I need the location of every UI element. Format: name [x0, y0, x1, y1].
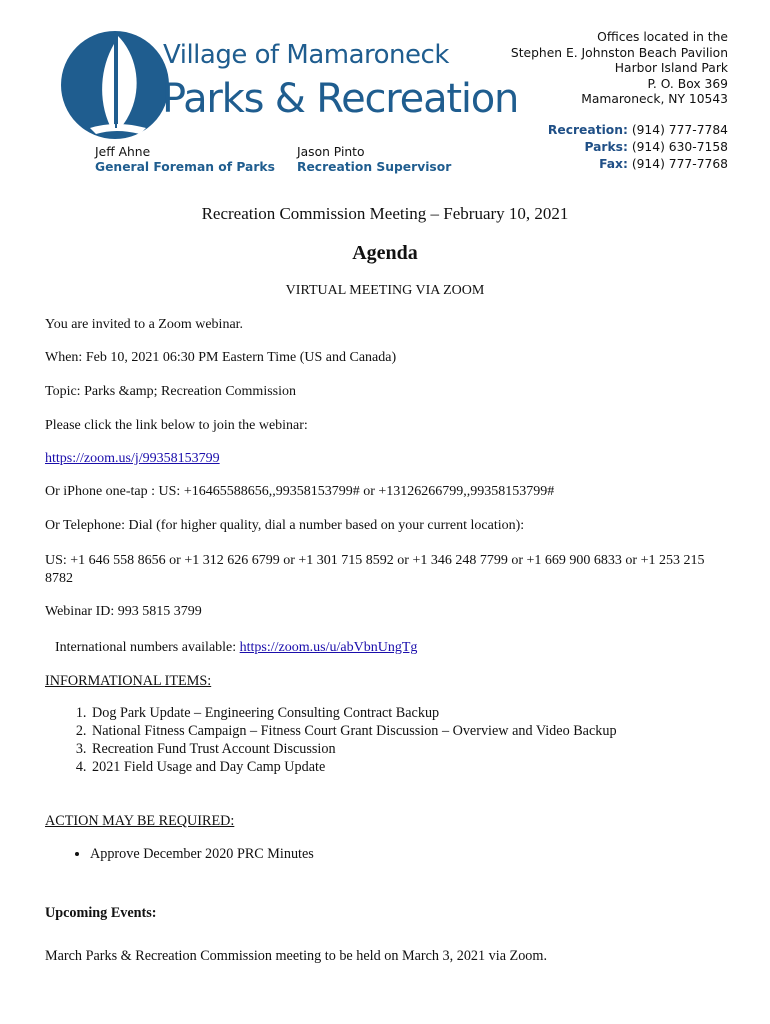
list-item: • Approve December 2020 PRC Minutes	[90, 846, 314, 863]
telephone-text: Or Telephone: Dial (for higher quality, dial a number based on your current location):	[45, 518, 525, 533]
webinar-id: Webinar ID: 993 5815 3799	[45, 604, 202, 619]
iphone-text: Or iPhone one-tap : US: +16465588656,,99358153799# or +13126266799,,99358153799#	[45, 484, 555, 499]
staff-title: Recreation Supervisor	[297, 160, 452, 174]
virtual-note: VIRTUAL MEETING VIA ZOOM	[285, 283, 485, 298]
invite-text: You are invited to a Zoom webinar.	[45, 317, 244, 332]
click-prompt: Please click the link below to join the webinar:	[45, 418, 308, 433]
action-items-list	[45, 846, 314, 863]
org-name-line2: Parks & Recreation	[162, 76, 519, 122]
office-line: Offices located in the	[597, 30, 728, 44]
office-line: Mamaroneck, NY 10543	[581, 92, 728, 106]
office-line: P. O. Box 369	[647, 76, 728, 91]
list-item: 2. National Fitness Campaign – Fitness Court Grant Discussion – Overview and Video Backup	[90, 722, 617, 740]
info-items-list	[45, 704, 617, 776]
info-heading: INFORMATIONAL ITEMS:	[45, 673, 212, 689]
contact-fax: Fax: (914) 777-7768	[599, 157, 728, 171]
join-link[interactable]: https://zoom.us/j/99358153799	[45, 451, 220, 466]
office-line: Harbor Island Park	[614, 61, 728, 75]
agenda-heading: Agenda	[352, 242, 418, 264]
intl-link[interactable]: https://zoom.us/u/abVbnUngTg	[239, 640, 418, 655]
when-text: When: Feb 10, 2021 06:30 PM Eastern Time (US and Canada)	[45, 350, 397, 365]
staff-title: General Foreman of Parks	[95, 160, 275, 174]
staff-name: Jeff Ahne	[95, 145, 151, 159]
action-heading: ACTION MAY BE REQUIRED:	[45, 813, 235, 829]
staff-parks-foreman	[95, 145, 275, 175]
intl-numbers: International numbers available: https://zoom.us/u/abVbnUngTg	[55, 640, 418, 655]
topic-text: Topic: Parks &amp; Recreation Commission	[45, 384, 296, 399]
contact-recreation: Recreation: (914) 777-7784	[547, 123, 728, 137]
org-name-line1: Village of Mamaroneck	[163, 40, 449, 70]
office-line: Stephen E. Johnston Beach Pavilion	[510, 45, 728, 60]
us-numbers: US: +1 646 558 8656 or +1 312 626 6799 or +1 301 715 8592 or +1 346 248 7799 or +1 669 900 6833 or +1 253 215 8782	[45, 553, 705, 586]
contact-numbers	[548, 122, 728, 173]
list-item: 3. Recreation Fund Trust Account Discussion	[90, 740, 617, 758]
list-item: 4. 2021 Field Usage and Day Camp Update	[90, 758, 617, 776]
upcoming-text: March Parks & Recreation Commission meeting to be held on March 3, 2021 via Zoom.	[45, 948, 547, 964]
office-address	[511, 30, 728, 108]
list-item: 1. Dog Park Update – Engineering Consulting Contract Backup	[90, 704, 617, 722]
staff-name: Jason Pinto	[297, 145, 365, 159]
meeting-title: Recreation Commission Meeting – February 10, 2021	[201, 204, 569, 223]
upcoming-heading: Upcoming Events:	[45, 905, 157, 921]
contact-parks: Parks: (914) 630-7158	[584, 140, 728, 154]
staff-recreation-supervisor	[297, 145, 451, 175]
sailboat-logo-icon	[60, 28, 172, 142]
